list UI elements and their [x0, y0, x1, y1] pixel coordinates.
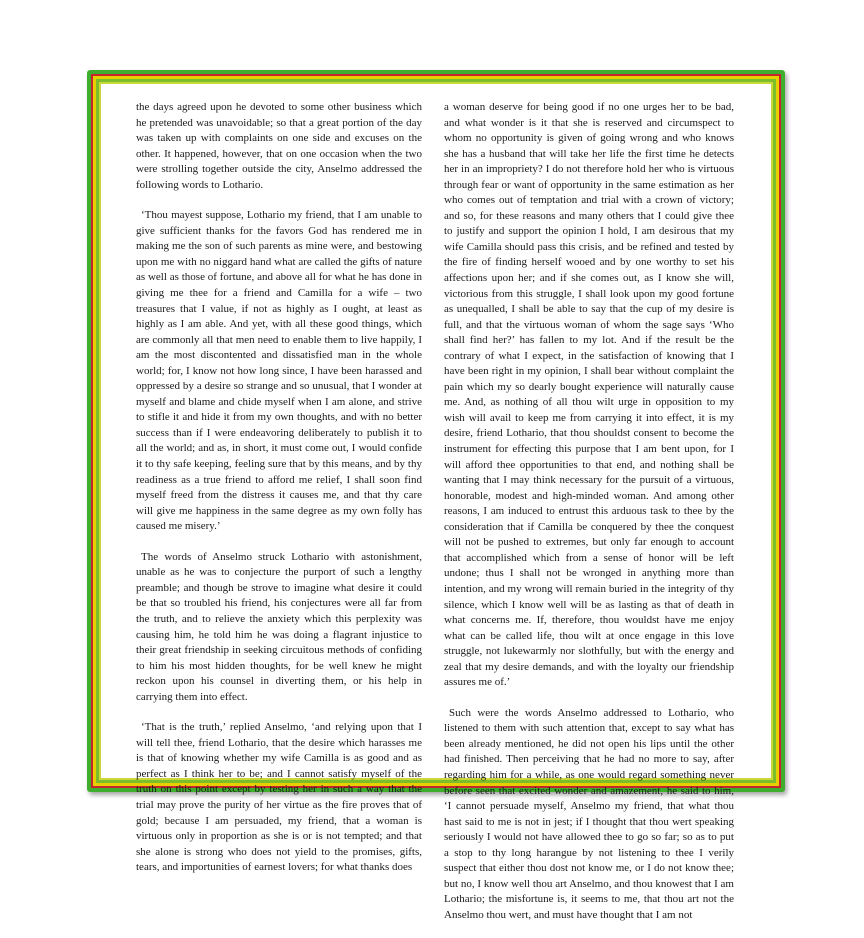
paragraph: ‘Thou mayest suppose, Lothario my friend, that I am unable to give sufficient thanks for the favors God has rendered me in making me the son of such parents as mine were, and bestowing upon me with no niggard hand what are called the gifts of nature as well as those of fortune, and above all for what he has done in giving me thee for a friend and Camilla for a wife – two treasures that I value, if not as highly as I ought, at least as highly as I am able. And yet, with all these good things, which are commonly all that men need to enable them to live happily, I am the most discontented and dissatisfied man in the whole world; for, I know not how long since, I have been harassed and oppressed by a desire so strange and so unusual, that I wonder at myself and blame and chide myself when I am alone, and strive to stifle it and hide it from my own thoughts, and with no better success than if I were endeavoring deliberately to publish it to all the world; and as, in short, it must come out, I would confide it to thy safe keeping, feeling sure that by this means, and by thy readiness as a true friend to afford me relief, I shall soon find myself freed from the distress it causes me, and that thy care will give me happiness in the same degree as my own folly has caused me misery.’ — [136, 209, 422, 533]
left-column — [136, 100, 422, 891]
paragraph: a woman deserve for being good if no one urges her to be bad, and what wonder is it that she is reserved and circumspect to whom no opportunity is given of going wrong and who knows she has a husband that will take her life the first time he detects her in an impropriety? I do not therefore hold her who is virtuous through fear or want of opportunity in the same estimation as her who comes out of temptation and trial with a crown of victory; and so, for these reasons and many others that I could give thee to justify and support the opinion I hold, I am desirous that my wife Camilla should pass this crisis, and be refined and tested by the fire of finding herself wooed and by one worthy to set his affections upon her; and if she comes out, as I know she will, victorious from this struggle, I shall look upon my good fortune as unequalled, I shall be able to say that the cup of my desire is full, and that the virtuous woman of whom the sage says ‘Who shall find her?’ has fallen to my lot. And if the result be the contrary of what I expect, in the satisfaction of knowing that I have been right in my opinion, I shall bear without complaint the pain which my so dearly bought experience will naturally cause me. And, as nothing of all thou wilt urge in opposition to my wish will avail to keep me from carrying it into effect, it is my desire, friend Lothario, that thou shouldst consent to become the instrument for effecting this purpose that I am bent upon, for I will afford thee opportunities to that end, and nothing shall be wanting that I may think necessary for the pursuit of a virtuous, honorable, modest and high-minded woman. And among other reasons, I am induced to entrust this arduous task to thee by the consideration that if Camilla be conquered by thee the conquest will not be pushed to extremes, but only far enough to account that accomplished which from a sense of honor will be left undone; thus I shall not be wronged in anything more than intention, and my wrong will remain buried in the integrity of thy silence, which I know well will be as lasting as that of death in what concerns me. If, therefore, thou wouldst have me enjoy what can be called life, thou wilt at once engage in this love struggle, not lukewarmly nor slothfully, but with the energy and zeal that my desire demands, and with the loyalty our friendship assures me of.’ — [444, 101, 734, 689]
paragraph: The words of Anselmo struck Lothario with astonishment, unable as he was to conjecture the purport of such a lengthy preamble; and though be strove to imagine what desire it could be that so troubled his friend, his conjectures were all far from the truth, and to relieve the anxiety which this perplexity was causing him, he told him he was doing a flagrant injustice to their great friendship in seeking circuitous methods of confiding to him his most hidden thoughts, for be well knew he might reckon upon his counsel in diverting them, or his help in carrying them into effect. — [136, 550, 422, 703]
text-page — [136, 100, 776, 921]
paragraph: Such were the words Anselmo addressed to Lothario, who listened to them with such attention that, except to say what has been already mentioned, he did not open his lips until the other had finished. Then perceiving that he had no more to say, after regarding him for a while, as one would regard something never before seen that excited wonder and amazement, he said to him, ‘I cannot persuade myself, Anselmo my friend, that what thou hast said to me is not in jest; if I thought that thou wert speaking seriously I would not have allowed thee to go so far; so as to put a stop to thy long harangue by not listening to thee I verily suspect that either thou dost not know me, or I do not know thee; but no, I know well thou art Anselmo, and thou knowest that I am Lothario; the misfortune is, it seems to me, that thou art not the Anselmo thou wert, and must have thought that I am not — [444, 706, 734, 921]
paragraph: the days agreed upon he devoted to some other business which he pretended was unavoidable; so that a great portion of the day was taken up with complaints on one side and excuses on the other. It happened, however, that on one occasion when the two were strolling together outside the city, Anselmo addressed the following words to Lothario. — [136, 101, 422, 191]
right-column — [444, 100, 734, 938]
paragraph: ‘That is the truth,’ replied Anselmo, ‘and relying upon that I will tell thee, friend Lothario, that the desire which harasses me is that of knowing whether my wife Camilla is as good and as perfect as I think her to be; and I cannot satisfy myself of the truth on this point except by testing her in such a way that the trial may prove the purity of her virtue as the fire proves that of gold; because I am persuaded, my friend, that a woman is virtuous only in proportion as she is or is not tempted; and that she alone is strong who does not yield to the promises, gifts, tears, and importunities of earnest lovers; for what thanks does — [136, 721, 422, 874]
